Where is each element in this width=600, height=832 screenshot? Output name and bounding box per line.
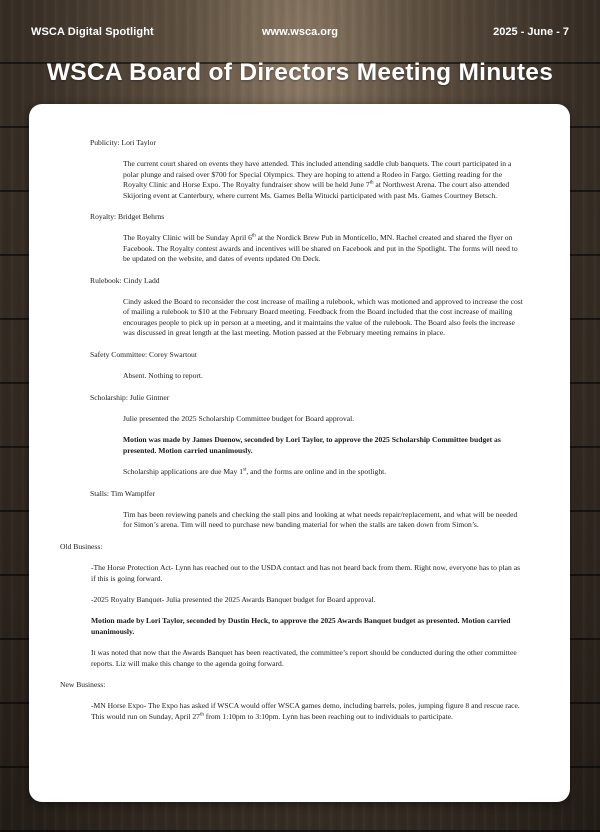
section-scholarship	[90, 393, 532, 478]
section-stalls	[90, 489, 532, 531]
section-paragraph: -The Horse Protection Act- Lynn has reached out to the USDA contact and has not heard back from them. Right now, everyone has to plan as if this is going forward.	[91, 563, 521, 583]
section-paragraph: -MN Horse Expo- The Expo has asked if WSCA would offer WSCA games demo, including barrels, poles, jumping figure 8 and rescue race. This would run on Sunday, April 27th from 1:10pm to 3:10pm. Lynn has been reaching out to individuals to participate.	[91, 701, 520, 721]
section-old-business	[60, 542, 532, 669]
section-heading: Publicity: Lori Taylor	[90, 138, 156, 147]
section-paragraph: It was noted that now that the Awards Banquet has been reactivated, the committee’s report should be conducted during the other committee reports. Liz will make this change to the agenda going forward.	[91, 648, 517, 668]
section-paragraph: Scholarship applications are due May 1st, and the forms are online and in the spotlight.	[123, 467, 387, 477]
section-royalty	[90, 212, 532, 265]
section-heading: Scholarship: Julie Gintner	[90, 392, 170, 402]
motion-text: Motion made by Lori Taylor, seconded by Dustin Heck, to approve the 2025 Awards Banquet budget as presented. Motion carried unanimously.	[91, 616, 511, 636]
website-link[interactable]: www.wsca.org	[261, 26, 338, 38]
page-title: WSCA Board of Directors Meeting Minutes	[46, 59, 554, 86]
section-paragraph: The Royalty Clinic will be Sunday April 6th at the Nordick Brew Pub in Monticello, MN. Rachel created and shared the flyer on Facebook. The Royalty contest awards and incentives will be shared on Facebook and put in the Spotlight. The forms will need to be updated on the website, and dates of events updated On Deck.	[123, 233, 518, 264]
section-heading: Safety Committee: Corey Swartout	[90, 349, 197, 359]
section-paragraph: Absent. Nothing to report.	[123, 371, 203, 381]
section-heading: Old Business:	[60, 541, 103, 551]
section-paragraph: Julie presented the 2025 Scholarship Committee budget for Board approval.	[123, 413, 355, 423]
issue-date: 2025 - June - 7	[493, 26, 569, 38]
section-safety	[90, 350, 532, 382]
top-bar	[0, 0, 600, 64]
section-new-business	[60, 680, 532, 722]
section-rulebook	[90, 276, 532, 339]
section-heading: Stalls: Tim Wamplfer	[90, 488, 156, 498]
motion-text: Motion was made by James Duenow, seconded by Lori Taylor, to approve the 2025 Scholarship Committee budget as presented. Motion carried unanimously.	[123, 435, 501, 455]
section-paragraph: Tim has been reviewing panels and checking the stall pins and looking at what needs repair/replacement, and what will be needed for Simon’s arena. Tim will need to purchase new banding material for when the stalls are taken down from Simon’s.	[123, 509, 518, 530]
minutes-card	[29, 104, 570, 802]
section-paragraph: Cindy asked the Board to reconsider the cost increase of mailing a rulebook, which was motioned and approved to increase the cost of mailing a rulebook to $10 at the February Board meeting. Feedback from the Board included that the cost increase of mailing encourages people to pick up in person at a meeting, and it maintains the value of the rulebook. The Board also feels the increase was discussed in great length at the last meeting. Motion passed at the February meeting remains in place.	[123, 297, 523, 338]
section-heading: Rulebook: Cindy Ladd	[90, 275, 160, 285]
minutes-content	[29, 138, 570, 733]
publication-name: WSCA Digital Spotlight	[31, 26, 154, 38]
section-paragraph: The current court shared on events they have attended. This included attending saddle club banquets. The court participated in a polar plunge and raised over $700 for Special Olympics. They are hoping to attend a Rodeo in Fargo. Getting reading for the Royalty Clinic and Horse Expo. The Royalty fundraiser show will be held June 7th at Northwest Arena. The court also attended Skijoring event at Canterbury, where current Ms. Games Bella Witucki participated with past Ms. Games Courtney Betsch.	[123, 159, 512, 200]
section-heading: Royalty: Bridget Behrns	[90, 212, 165, 222]
section-publicity	[90, 138, 532, 201]
section-paragraph: -2025 Royalty Banquet- Julia presented the 2025 Awards Banquet budget for Board approval.	[91, 594, 376, 604]
section-heading: New Business:	[60, 680, 106, 689]
